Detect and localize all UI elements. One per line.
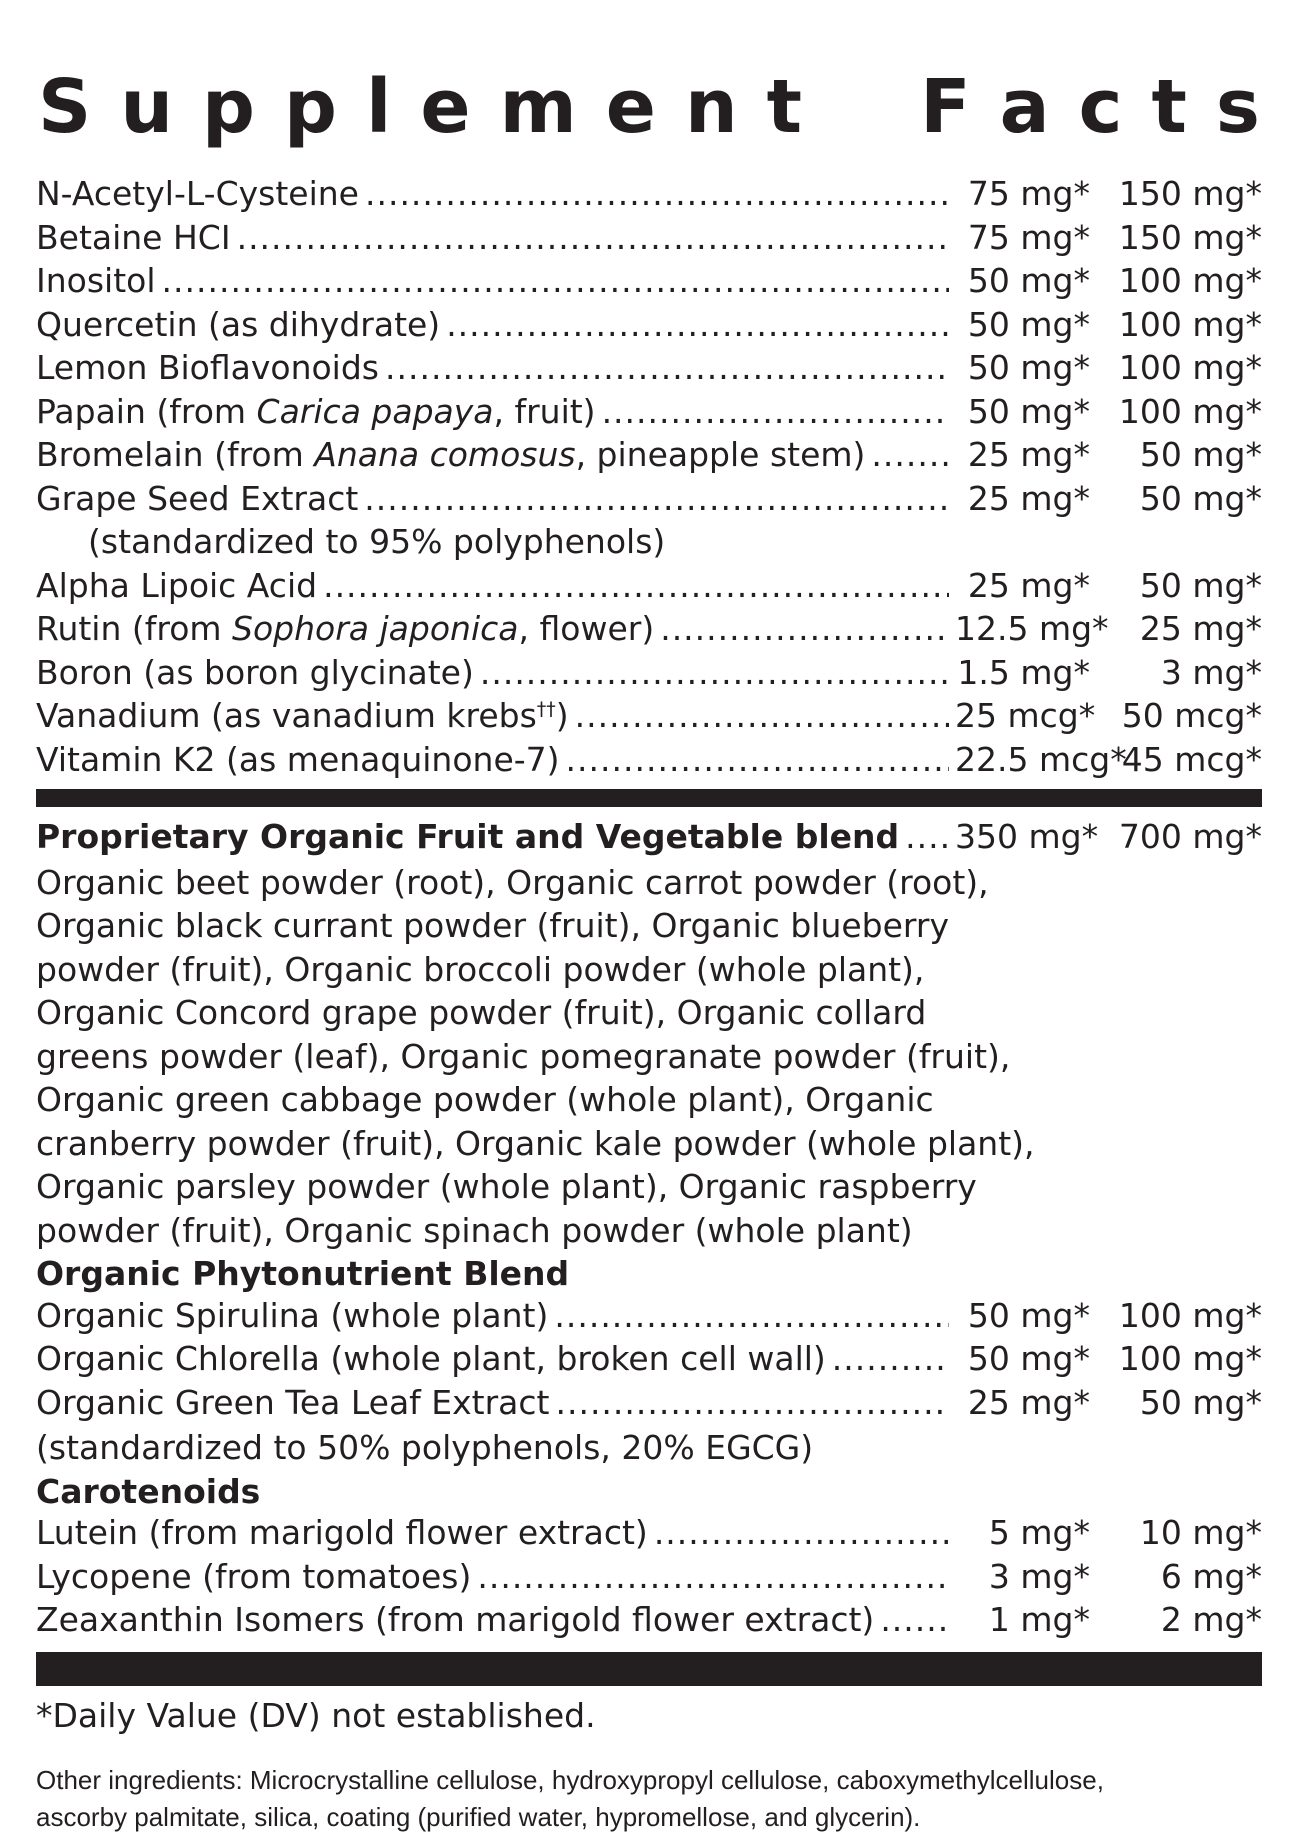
ingredient-row: [36, 392, 1262, 436]
name-part: Vanadium (as vanadium krebs: [36, 696, 537, 735]
amount-per-two-servings: 700 mg*: [1118, 817, 1262, 856]
blend-line: powder (fruit), Organic spinach powder (whole plant): [36, 1210, 913, 1250]
dot-leader: [660, 609, 949, 648]
dot-leader: [480, 653, 949, 692]
ingredient-name: Organic Spirulina (whole plant): [36, 1295, 549, 1335]
botanical-name: Carica papaya: [256, 391, 494, 431]
amount-per-serving: 350 mg*: [955, 817, 1099, 856]
ingredient-row: [36, 1513, 1262, 1557]
daily-value-footnote: *Daily Value (DV) not established.: [36, 1695, 596, 1735]
dot-leader: [905, 817, 949, 856]
name-part: Rutin (from: [36, 609, 233, 648]
section-divider: [36, 1652, 1262, 1686]
title-letter: t: [766, 64, 803, 150]
ingredient-list: [36, 174, 1262, 1836]
title-letter: e: [420, 64, 471, 150]
name-part: , pineapple stem): [575, 435, 866, 474]
title-letter: F: [920, 64, 971, 150]
amount-per-serving: 25 mg*: [967, 435, 1090, 474]
title-letter: n: [684, 64, 738, 150]
ingredient-row: [36, 218, 1262, 262]
ingredient-name: [36, 392, 596, 431]
standardization-note: (standardized to 95% polyphenols): [88, 522, 666, 561]
amount-per-serving: 25 mg*: [967, 1382, 1090, 1422]
amount-per-serving: 75 mg*: [967, 174, 1090, 213]
amount-per-serving: 25 mg*: [967, 478, 1090, 518]
amount-per-serving: 75 mg*: [967, 217, 1090, 257]
ingredient-name: Zeaxanthin Isomers (from marigold flower extract): [36, 1600, 875, 1639]
ingredient-name: Grape Seed Extract: [36, 478, 359, 518]
amount-per-two-servings: 50 mcg*: [1121, 696, 1262, 735]
ingredient-sub-row: [36, 522, 1262, 566]
supplement-facts-panel: [36, 52, 1262, 1836]
blend-line: Organic green cabbage powder (whole plant), Organic: [36, 1080, 934, 1119]
dot-leader: [385, 348, 949, 387]
amount-per-two-servings: 100 mg*: [1118, 261, 1262, 300]
ingredient-row: [36, 1557, 1262, 1601]
name-part: , fruit): [493, 391, 596, 431]
dot-leader: [446, 305, 949, 344]
blend-line: Organic Concord grape powder (fruit), Organic collard: [36, 993, 927, 1032]
amount-per-serving: 1.5 mg*: [957, 652, 1090, 692]
amount-per-two-servings: 50 mg*: [1139, 1382, 1262, 1422]
phytonutrient-heading: Organic Phytonutrient Blend: [36, 1254, 570, 1293]
amount-per-serving: 12.5 mg*: [955, 609, 1109, 648]
title-letter: e: [605, 64, 656, 150]
footnote-marker: ††: [536, 698, 556, 720]
amount-per-two-servings: 10 mg*: [1139, 1513, 1262, 1552]
panel-title: [36, 52, 1262, 162]
title-letter: a: [999, 64, 1050, 150]
botanical-name: Anana comosus: [314, 435, 576, 474]
amount-per-two-servings: 50 mg*: [1139, 435, 1262, 474]
ingredient-name: Inositol: [36, 261, 156, 300]
blend-line: Organic black currant powder (fruit), Organic blueberry: [36, 906, 949, 945]
section-divider: [36, 789, 1262, 807]
dot-leader: [654, 1513, 949, 1552]
blend-line: powder (fruit), Organic broccoli powder (whole plant),: [36, 949, 925, 989]
blend-name: Proprietary Organic Fruit and Vegetable blend: [36, 817, 900, 856]
dot-leader: [364, 479, 949, 518]
ingredient-row: [36, 1339, 1262, 1383]
amount-per-serving: 22.5 mcg*: [955, 739, 1127, 779]
amount-per-serving: 50 mg*: [967, 261, 1090, 300]
amount-per-serving: 50 mg*: [967, 1339, 1090, 1378]
ingredient-row: [36, 305, 1262, 349]
amount-per-serving: 3 mg*: [988, 1556, 1090, 1596]
amount-per-two-servings: 50 mg*: [1139, 565, 1262, 605]
ingredient-row: [36, 1383, 1262, 1427]
title-letter: t: [1151, 64, 1187, 150]
other-ingredients-line: ascorby palmitate, silica, coating (purified water, hypromellose, and glycerin).: [36, 1801, 921, 1832]
title-letter: m: [499, 64, 577, 150]
blend-contents: [36, 861, 1262, 1253]
ingredient-name: [36, 609, 654, 648]
ingredient-row: [36, 566, 1262, 610]
blend-line: Organic beet powder (root), Organic carrot powder (root),: [36, 862, 989, 902]
standardization-note: (standardized to 50% polyphenols, 20% EGCG): [36, 1428, 814, 1467]
ingredient-row: [36, 174, 1262, 218]
amount-per-serving: 1 mg*: [988, 1600, 1090, 1639]
dot-leader: [575, 696, 949, 735]
amount-per-two-servings: 100 mg*: [1118, 304, 1262, 344]
carotenoids-heading: Carotenoids: [36, 1471, 261, 1511]
ingredient-row: [36, 1600, 1262, 1644]
amount-per-two-servings: 100 mg*: [1118, 391, 1262, 431]
ingredient-name: Organic Green Tea Leaf Extract: [36, 1382, 550, 1422]
amount-per-two-servings: 150 mg*: [1118, 174, 1262, 213]
dot-leader: [162, 261, 950, 300]
amount-per-serving: 25 mg*: [967, 565, 1090, 605]
ingredient-name: N-Acetyl-L-Cysteine: [36, 174, 359, 213]
dot-leader: [365, 174, 949, 213]
ingredient-name: Betaine HCI: [36, 217, 231, 257]
name-part: Bromelain (from: [36, 435, 315, 474]
ingredient-row: [36, 740, 1262, 784]
title-letter: p: [202, 64, 255, 150]
amount-per-two-servings: 100 mg*: [1118, 1339, 1262, 1378]
amount-per-two-servings: 25 mg*: [1139, 609, 1262, 648]
amount-per-serving: 5 mg*: [988, 1513, 1090, 1552]
title-letter: c: [1078, 64, 1123, 150]
dot-leader: [554, 1296, 949, 1335]
ingredient-name: Organic Chlorella (whole plant, broken cell wall): [36, 1339, 826, 1378]
dot-leader: [832, 1339, 949, 1378]
dot-leader: [323, 566, 949, 605]
amount-per-two-servings: 45 mcg*: [1121, 739, 1262, 779]
amount-per-two-servings: 2 mg*: [1160, 1600, 1262, 1639]
ingredient-name: Lutein (from marigold flower extract): [36, 1513, 648, 1552]
amount-per-two-servings: 6 mg*: [1160, 1556, 1262, 1596]
ingredient-row: [36, 435, 1262, 479]
title-letter: l: [366, 64, 392, 150]
blend-line: Organic parsley powder (whole plant), Organic raspberry: [36, 1167, 977, 1206]
dot-leader: [871, 435, 949, 474]
ingredient-row: [36, 348, 1262, 392]
blend-line: cranberry powder (fruit), Organic kale powder (whole plant),: [36, 1123, 1035, 1163]
amount-per-two-servings: 100 mg*: [1118, 1295, 1262, 1335]
ingredient-row: [36, 261, 1262, 305]
ingredient-name: Lemon Bioflavonoids: [36, 348, 379, 387]
ingredient-row: [36, 609, 1262, 653]
amount-per-serving: 25 mcg*: [955, 696, 1096, 735]
other-ingredients: [36, 1762, 1262, 1836]
amount-per-serving: 50 mg*: [967, 348, 1090, 387]
title-letter: u: [120, 64, 173, 150]
ingredient-name: Lycopene (from tomatoes): [36, 1556, 472, 1596]
ingredient-row: [36, 696, 1262, 740]
ingredient-row: [36, 653, 1262, 697]
ingredient-name: Vitamin K2 (as menaquinone-7): [36, 739, 560, 779]
dot-leader: [237, 218, 949, 257]
ingredient-name: Boron (as boron glycinate): [36, 652, 474, 692]
amount-per-two-servings: 3 mg*: [1160, 652, 1262, 692]
title-letter: p: [284, 64, 337, 150]
title-letter: S: [38, 64, 92, 150]
dot-leader: [566, 740, 949, 779]
amount-per-serving: 50 mg*: [967, 1295, 1090, 1335]
dot-leader: [602, 392, 949, 431]
ingredient-name: [36, 435, 865, 474]
blend-row: [36, 817, 1262, 861]
name-part: ): [555, 696, 569, 735]
amount-per-two-servings: 150 mg*: [1118, 217, 1262, 257]
amount-per-serving: 50 mg*: [967, 391, 1090, 431]
dot-leader: [880, 1600, 949, 1639]
dot-leader: [477, 1557, 949, 1596]
amount-per-two-servings: 100 mg*: [1118, 348, 1262, 387]
ingredient-row: [36, 1296, 1262, 1340]
ingredient-name: [36, 696, 569, 735]
dot-leader: [555, 1383, 949, 1422]
ingredient-name: Alpha Lipoic Acid: [36, 565, 318, 605]
other-ingredients-line: Other ingredients: Microcrystalline cellulose, hydroxypropyl cellulose, caboxymethylcellulose,: [36, 1764, 1104, 1795]
ingredient-name: Quercetin (as dihydrate): [36, 304, 441, 344]
name-part: , flower): [518, 609, 655, 648]
amount-per-two-servings: 50 mg*: [1139, 478, 1262, 518]
title-letter: s: [1215, 64, 1260, 150]
ingredient-row: [36, 479, 1262, 523]
name-part: Papain (from: [36, 391, 257, 431]
amount-per-serving: 50 mg*: [967, 304, 1090, 344]
blend-line: greens powder (leaf), Organic pomegranate powder (fruit),: [36, 1036, 1011, 1076]
botanical-name: Sophora japonica: [232, 609, 519, 648]
